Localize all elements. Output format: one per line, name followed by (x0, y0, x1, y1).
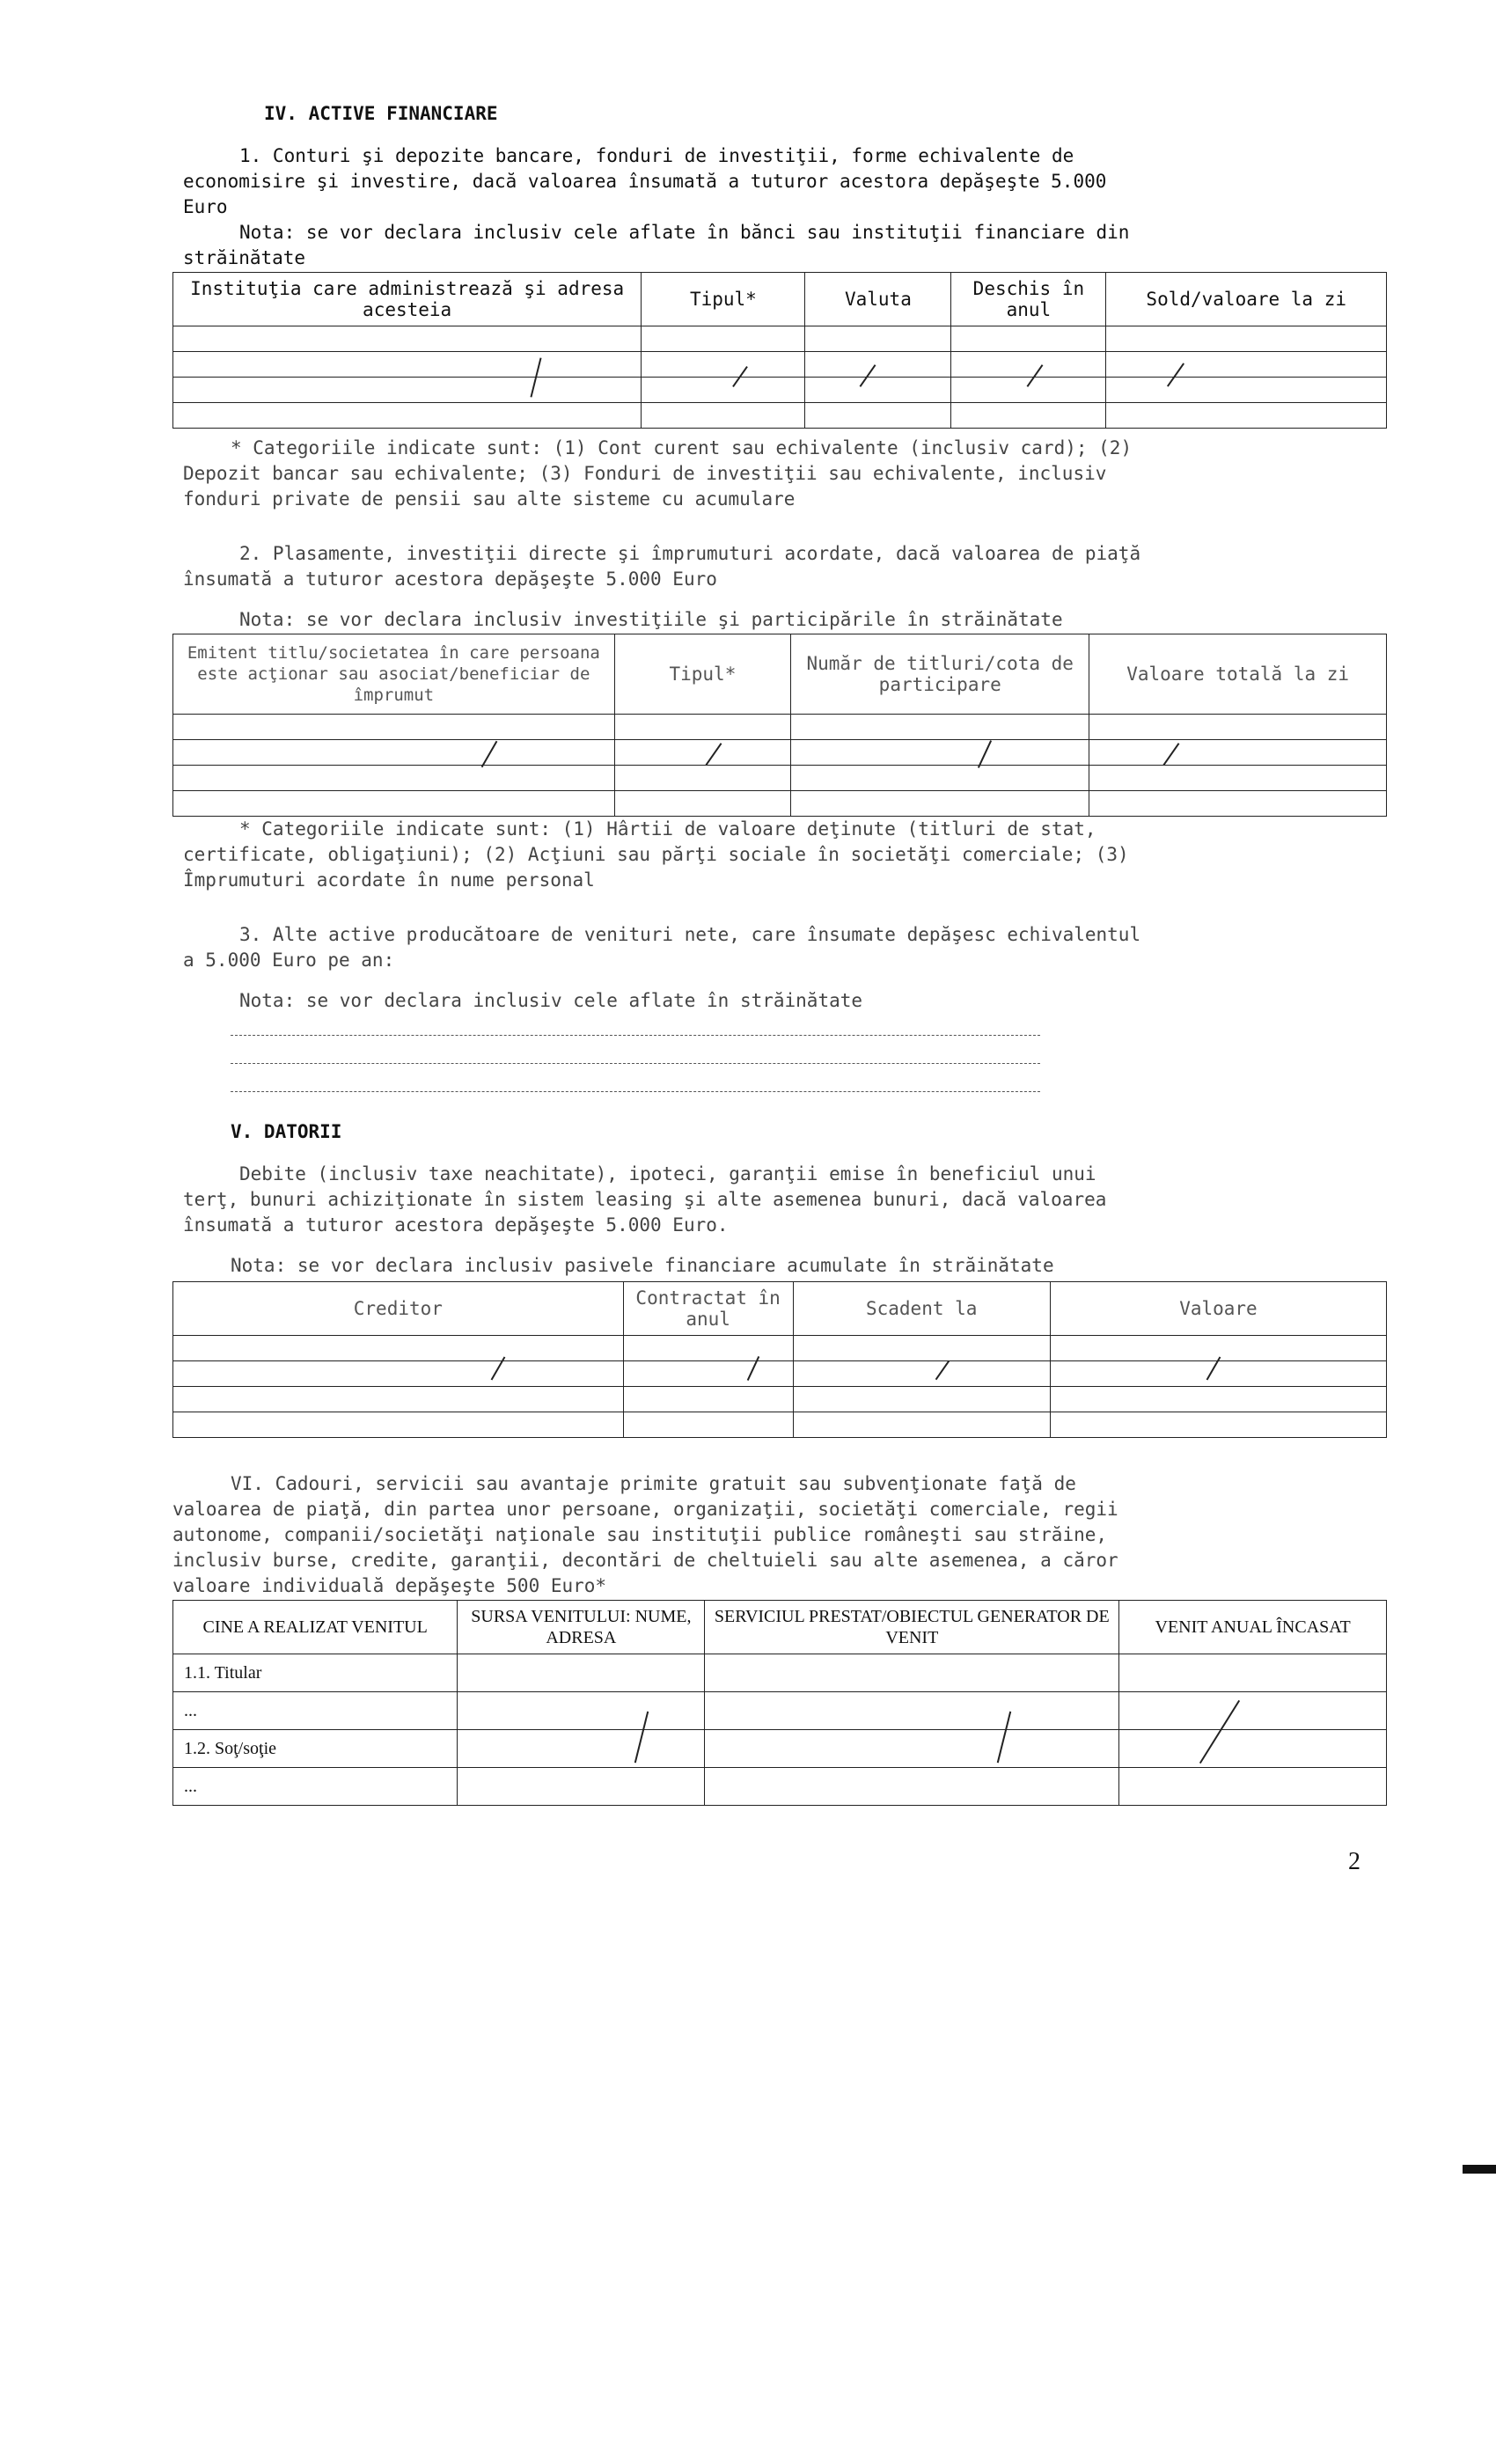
table-row (173, 403, 1387, 429)
item1-note-line-1: Nota: se vor declara inclusiv cele aflate în bănci sau instituţii financiare din (239, 222, 1130, 243)
item2-text-line-2: însumată a tuturor acestora depăşeşte 5.000 Euro (183, 568, 717, 590)
col-issuer: Emitent titlu/societatea în care persoana este acţionar sau asociat/beneficiar de împrumut (173, 634, 615, 715)
page-number: 2 (1348, 1848, 1360, 1875)
col-total-value: Valoare totală la zi (1089, 634, 1387, 715)
table-row (173, 1336, 1387, 1361)
table-row (173, 791, 1387, 817)
col-shares: Număr de titluri/cota de participare (791, 634, 1089, 715)
item2-text-line-1: 2. Plasamente, investiţii directe şi împrumuturi acordate, dacă valoarea de piaţă (239, 543, 1141, 564)
table-row: 1.2. Soţ/soţie (173, 1730, 1387, 1768)
section5-text-line-2: terţ, bunuri achiziţionate în sistem leasing şi alte asemenea bunuri, dacă valoarea (183, 1189, 1107, 1210)
table-row (173, 766, 1387, 791)
item2-footnote-line-1: * Categoriile indicate sunt: (1) Hârtii de valoare deţinute (titluri de stat, (239, 818, 1096, 840)
item1-text-line-3: Euro (183, 196, 228, 217)
section5-text-line-3: însumată a tuturor acestora depăşeşte 5.000 Euro. (183, 1214, 729, 1236)
scan-mark (1463, 2165, 1496, 2174)
item3-note: Nota: se vor declara inclusiv cele aflate în străinătate (239, 990, 863, 1011)
item1-footnote-line-2: Depozit bancar sau echivalente; (3) Fonduri de investiţii sau echivalente, inclusiv (183, 463, 1107, 484)
table-row (173, 378, 1387, 403)
table-row (173, 1387, 1387, 1412)
table-row (173, 352, 1387, 378)
section-v-title: V. DATORII (231, 1121, 342, 1142)
item2-footnote-line-2: certificate, obligaţiuni); (2) Acţiuni sau părţi sociale în societăţi comerciale; (3) (183, 844, 1129, 865)
table-row (173, 1361, 1387, 1387)
accounts-table (172, 272, 1387, 429)
col-institution: Instituţia care administrează şi adresa acesteia (173, 273, 642, 326)
col-opened: Deschis în anul (951, 273, 1106, 326)
col-source: SURSA VENITULUI: NUME, ADRESA (458, 1601, 705, 1654)
item1-footnote-line-1: * Categoriile indicate sunt: (1) Cont curent sau echivalente (inclusiv card); (2) (231, 437, 1133, 458)
item1-footnote-line-3: fonduri private de pensii sau alte sisteme cu acumulare (183, 488, 796, 510)
table-row: ... (173, 1692, 1387, 1730)
item1-text-line-2: economisire şi investire, dacă valoarea însumată a tuturor acestora depăşeşte 5.000 (183, 171, 1107, 192)
blank-line (231, 1091, 1040, 1092)
col-contracted: Contractat în anul (623, 1282, 793, 1336)
item1-note-line-2: străinătate (183, 247, 306, 268)
section6-text-line-4: inclusiv burse, credite, garanţii, decontări de cheltuieli sau alte asemenea, a căror (172, 1550, 1118, 1571)
table-row (173, 1412, 1387, 1438)
col-service: SERVICIUL PRESTAT/OBIECTUL GENERATOR DE VENIT (705, 1601, 1119, 1654)
col-who: CINE A REALIZAT VENITUL (173, 1601, 458, 1654)
item3-text-line-2: a 5.000 Euro pe an: (183, 950, 395, 971)
section-iv-title: IV. ACTIVE FINANCIARE (264, 103, 498, 124)
section6-text-line-3: autonome, companii/societăţi naţionale sau instituţii publice româneşti sau străine, (172, 1524, 1108, 1545)
blank-line (231, 1063, 1040, 1064)
col-creditor: Creditor (173, 1282, 624, 1336)
table-row: 1.1. Titular (173, 1654, 1387, 1692)
col-balance: Sold/valoare la zi (1106, 273, 1387, 326)
item1-text-line-1: 1. Conturi şi depozite bancare, fonduri de investiţii, forme echivalente de (239, 145, 1074, 166)
item2-footnote-line-3: Împrumuturi acordate în nume personal (183, 869, 595, 891)
col-income: VENIT ANUAL ÎNCASAT (1119, 1601, 1387, 1654)
investments-table (172, 634, 1387, 817)
section6-text-line-2: valoarea de piaţă, din partea unor persoane, organizaţii, societăţi comerciale, regii (172, 1499, 1118, 1520)
blank-line (231, 1035, 1040, 1036)
table-row (173, 715, 1387, 740)
col-due: Scadent la (793, 1282, 1050, 1336)
col-type: Tipul* (614, 634, 791, 715)
section6-text-line-5: valoare individuală depăşeşte 500 Euro* (172, 1575, 607, 1596)
section6-text-line-1: VI. Cadouri, servicii sau avantaje primite gratuit sau subvenţionate faţă de (231, 1473, 1076, 1494)
gifts-table (172, 1600, 1387, 1806)
item3-text-line-1: 3. Alte active producătoare de venituri nete, care însumate depăşesc echivalentul (239, 924, 1141, 945)
item2-note: Nota: se vor declara inclusiv investiţiile şi participările în străinătate (239, 609, 1063, 630)
debts-table (172, 1281, 1387, 1438)
table-row (173, 740, 1387, 766)
col-value: Valoare (1050, 1282, 1386, 1336)
table-row (173, 326, 1387, 352)
section5-text-line-1: Debite (inclusiv taxe neachitate), ipoteci, garanţii emise în beneficiul unui (239, 1163, 1096, 1184)
table-row: ... (173, 1768, 1387, 1806)
col-type: Tipul* (642, 273, 805, 326)
col-currency: Valuta (805, 273, 951, 326)
section5-note: Nota: se vor declara inclusiv pasivele financiare acumulate în străinătate (231, 1255, 1054, 1276)
